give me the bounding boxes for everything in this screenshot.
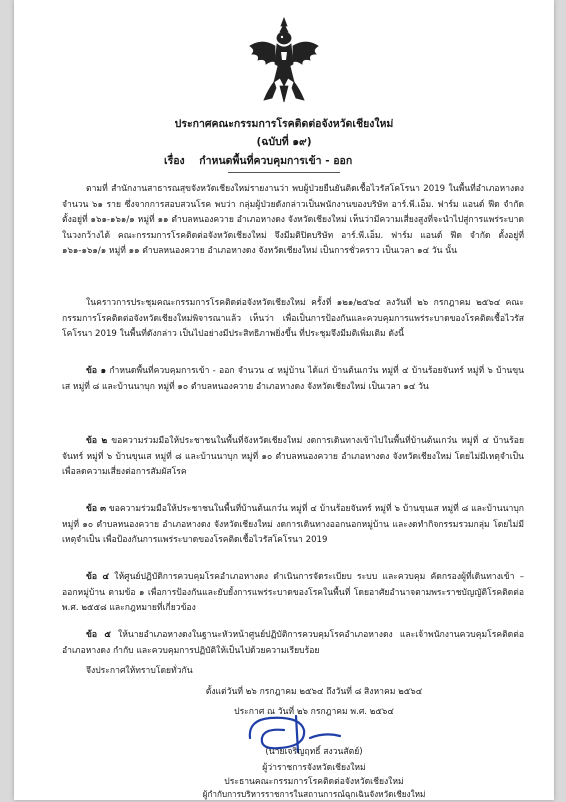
clause-2: [62, 434, 524, 481]
clause-5: [62, 628, 524, 659]
garuda-emblem-icon: [244, 16, 324, 104]
clause-4: [62, 570, 524, 617]
clause-text: ให้ศูนย์ปฏิบัติการควบคุมโรคอำเภอหางดง ดำเนินการจัดระเบียบ ระบบ และควบคุม คัดกรองผู้ที่เดินทางเข้า – ออกหมู่บ้าน ตามข้อ ๑ เพื่อการป้องกันและยับยั้งการแพร่ระบาดของโรคในพื้นที่ โดยอาศัยอำนาจตามพระราชบัญญัติโรคติดต่อ พ.ศ. ๒๕๕๘ และกฎหมายที่เกี่ยวข้อง: [62, 572, 524, 614]
signatory-title-2: ประธานคณะกรรมการโรคติดต่อจังหวัดเชียงใหม่: [224, 777, 404, 787]
clause-3: [62, 502, 524, 549]
clause-label: ข้อ ๑: [86, 366, 107, 376]
body-paragraph-2: [62, 296, 524, 343]
announcement-title: ประกาศคณะกรรมการโรคติดต่อจังหวัดเชียงใหม่: [174, 118, 394, 130]
clause-text: ขอความร่วมมือให้ประชาชนในพื้นที่จังหวัดเชียงใหม่ งดการเดินทางเข้าไปในพื้นที่บ้านต้นเกว๋น หมู่ที่ ๔ บ้านร้อยจันทร์ หมู่ที่ ๖ บ้านขุนเส หมู่ที่ ๘ และบ้านนาบุก หมู่ที่ ๑๐ ตำบลหนองควาย อำเภอหางดง จังหวัดเชียงใหม่ โดยไม่มีเหตุจำเป็น เพื่อลดความเสี่ยงต่อการสัมผัสโรค: [62, 436, 524, 478]
announce-text: จึงประกาศให้ทราบโดยทั่วกัน: [86, 666, 193, 676]
signatory-title-1: ผู้ว่าราชการจังหวัดเชียงใหม่: [262, 763, 366, 773]
subject-line: [164, 152, 352, 169]
body-paragraph-1: [62, 182, 524, 260]
clause-text: กำหนดพื้นที่ควบคุมการเข้า - ออก จำนวน ๔ หมู่บ้าน ได้แก่ บ้านต้นเกว๋น หมู่ที่ ๔ บ้านร้อยจันทร์ หมู่ที่ ๖ บ้านขุนเส หมู่ที่ ๘ และบ้านนาบุก หมู่ที่ ๑๐ ตำบลหนองควาย อำเภอหางดง จังหวัดเชียงใหม่ เป็นเวลา ๑๔ วัน: [62, 366, 525, 392]
clause-text: ให้นายอำเภอหางดงในฐานะหัวหน้าศูนย์ปฏิบัติการควบคุมโรคอำเภอหางดง และเจ้าพนักงานควบคุมโรคติดต่ออำเภอหางดง กำกับ และควบคุมการปฏิบัติให้เป็นไปด้วยความเรียบร้อย: [62, 630, 524, 656]
announcement-number: (ฉบับที่ ๑๙): [256, 136, 312, 148]
clause-label: ข้อ ๓: [86, 504, 107, 514]
clause-label: ข้อ ๔: [86, 572, 110, 582]
document-page: [14, 0, 554, 800]
subject-text: กำหนดพื้นที่ควบคุมการเข้า - ออก: [199, 155, 353, 167]
paragraph-resolution: ในคราวการประชุมคณะกรรมการโรคติดต่อจังหวัดเชียงใหม่ ครั้งที่ ๑๒๑/๒๕๖๔ ลงวันที่ ๒๖ กรกฎาคม ๒๕๖๔ คณะกรรมการโรคติดต่อจังหวัดเชียงใหม่พิจารณาแล้ว เห็นว่า เพื่อเป็นการป้องกันและควบคุมการแพร่ระบาดของโรคติดเชื้อไวรัสโคโรนา 2019 ในพื้นที่ดังกล่าว เป็นไปอย่างมีประสิทธิภาพยิ่งขึ้น ที่ประชุมจึงมีมติเพิ่มเติม ดังนี้: [62, 298, 524, 340]
effective-period: ตั้งแต่วันที่ ๒๖ กรกฎาคม ๒๕๖๔ ถึงวันที่ ๘ สิงหาคม ๒๕๖๔: [205, 687, 423, 697]
signatory-title-3: ผู้กำกับการบริหารราชการในสถานการณ์ฉุกเฉินจังหวัดเชียงใหม่: [202, 789, 426, 799]
announce-line: [62, 664, 524, 680]
title-divider: [228, 172, 340, 173]
clause-label: ข้อ ๕: [86, 630, 111, 640]
subject-label: เรื่อง: [164, 155, 185, 167]
signatory-name: (นายเจริญฤทธิ์ สงวนสัตย์): [265, 747, 363, 757]
clause-label: ข้อ ๒: [86, 436, 108, 446]
paragraph-background: ตามที่ สำนักงานสาธารณสุขจังหวัดเชียงใหม่รายงานว่า พบผู้ป่วยยืนยันติดเชื้อไวรัสโคโรนา 2019 ในพื้นที่อำเภอหางดง จำนวน ๖๑ ราย ซึ่งจากการสอบสวนโรค พบว่า กลุ่มผู้ป่วยดังกล่าวเป็นพนักงานของบริษัท อาร์.พี.เอ็ม. ฟาร์ม แอนด์ ฟีด จำกัด ตั้งอยู่ที่ ๑๖๑-๑๖๑/๑ หมู่ที่ ๑๑ ตำบลหนองควาย อำเภอหางดง จังหวัดเชียงใหม่ เห็นว่ามีความเสี่ยงสูงที่จะนำไปสู่การแพร่ระบาดในวงกว้างได้ คณะกรรมการโรคติดต่อจังหวัดเชียงใหม่ จึงมีมติปิดบริษัท อาร์.พี.เอ็ม. ฟาร์ม แอนด์ ฟีด จำกัด ตั้งอยู่ที่ ๑๖๑-๑๖๑/๑ หมู่ที่ ๑๑ ตำบลหนองควาย อำเภอหางดง จังหวัดเชียงใหม่ เป็นการชั่วคราว เป็นเวลา ๑๔ วัน นั้น: [62, 184, 524, 257]
dated-line: ประกาศ ณ วันที่ ๒๖ กรกฎาคม พ.ศ. ๒๕๖๔: [234, 707, 394, 717]
clause-1: [62, 364, 524, 395]
clause-text: ขอความร่วมมือให้ประชาชนในพื้นที่บ้านต้นเกว๋น หมู่ที่ ๔ บ้านร้อยจันทร์ หมู่ที่ ๖ บ้านขุนเส หมู่ที่ ๘ และบ้านนาบุก หมู่ที่ ๑๐ ตำบลหนองควาย อำเภอหางดง จังหวัดเชียงใหม่ งดการเดินทางออกนอกหมู่บ้าน และงดทำกิจกรรมรวมกลุ่ม โดยไม่มีเหตุจำเป็น เพื่อป้องกันการแพร่ระบาดของโรคติดเชื้อไวรัสโคโรนา 2019: [62, 504, 525, 546]
